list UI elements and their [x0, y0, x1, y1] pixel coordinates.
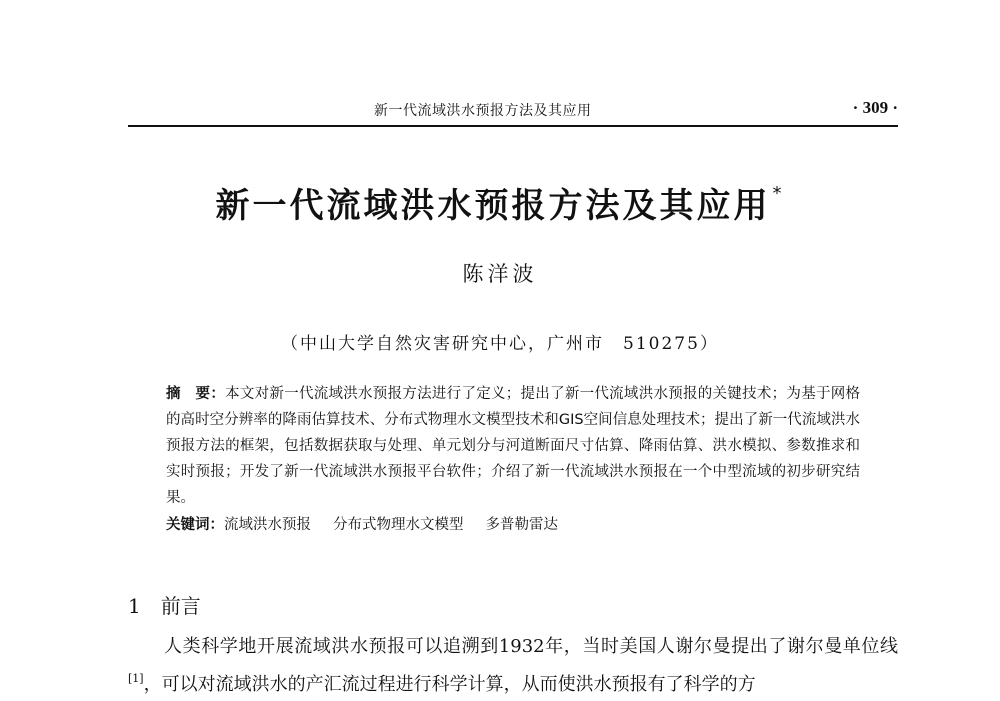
running-head — [128, 98, 898, 122]
keyword: 分布式物理水文模型 — [333, 517, 464, 533]
article-title — [0, 178, 1000, 227]
keyword: 流域洪水预报 — [224, 517, 311, 533]
affiliation: （中山大学自然灾害研究中心，广州市 510275） — [281, 334, 719, 354]
author: 陈洋波 — [462, 262, 538, 286]
article-title-text: 新一代流域洪水预报方法及其应用 — [215, 186, 771, 226]
citation-ref: [1] — [128, 672, 144, 685]
abstract-label: 摘 要： — [166, 386, 226, 402]
running-title: 新一代流域洪水预报方法及其应用 — [374, 103, 592, 119]
section-heading — [128, 590, 201, 619]
keywords-label: 关键词： — [166, 517, 224, 533]
body-text-continued: ，可以对流域洪水的产汇流过程进行科学计算，从而使洪水预报有了科学的方 — [143, 674, 756, 695]
keywords — [166, 512, 860, 538]
body-text-start: 人类科学地开展流域洪水预报可以追溯到1932年，当时美国人谢尔曼提出了谢尔曼单位线 — [164, 636, 898, 657]
body-paragraph — [128, 631, 898, 701]
abstract-text: 本文对新一代流域洪水预报方法进行了定义；提出了新一代流域洪水预报的关键技术；为基于网格的高时空分辨率的降雨估算技术、分布式物理水文模型技术和GIS空间信息处理技术；提出了新一代流域洪水预报方法的框架，包括数据获取与处理、单元划分与河道断面尺寸估算、降雨估算、洪水模拟、参数推求和实时预报；开发了新一代流域洪水预报平台软件；介绍了新一代流域洪水预报在一个中型流域的初步研究结果。 — [166, 386, 861, 506]
header-rule — [128, 125, 898, 127]
title-footnote-mark: * — [772, 183, 785, 204]
abstract — [166, 381, 860, 511]
section-title: 前言 — [160, 594, 201, 618]
page-number: · 309 · — [852, 98, 898, 117]
keyword: 多普勒雷达 — [485, 517, 558, 533]
section-number: 1 — [128, 594, 141, 618]
